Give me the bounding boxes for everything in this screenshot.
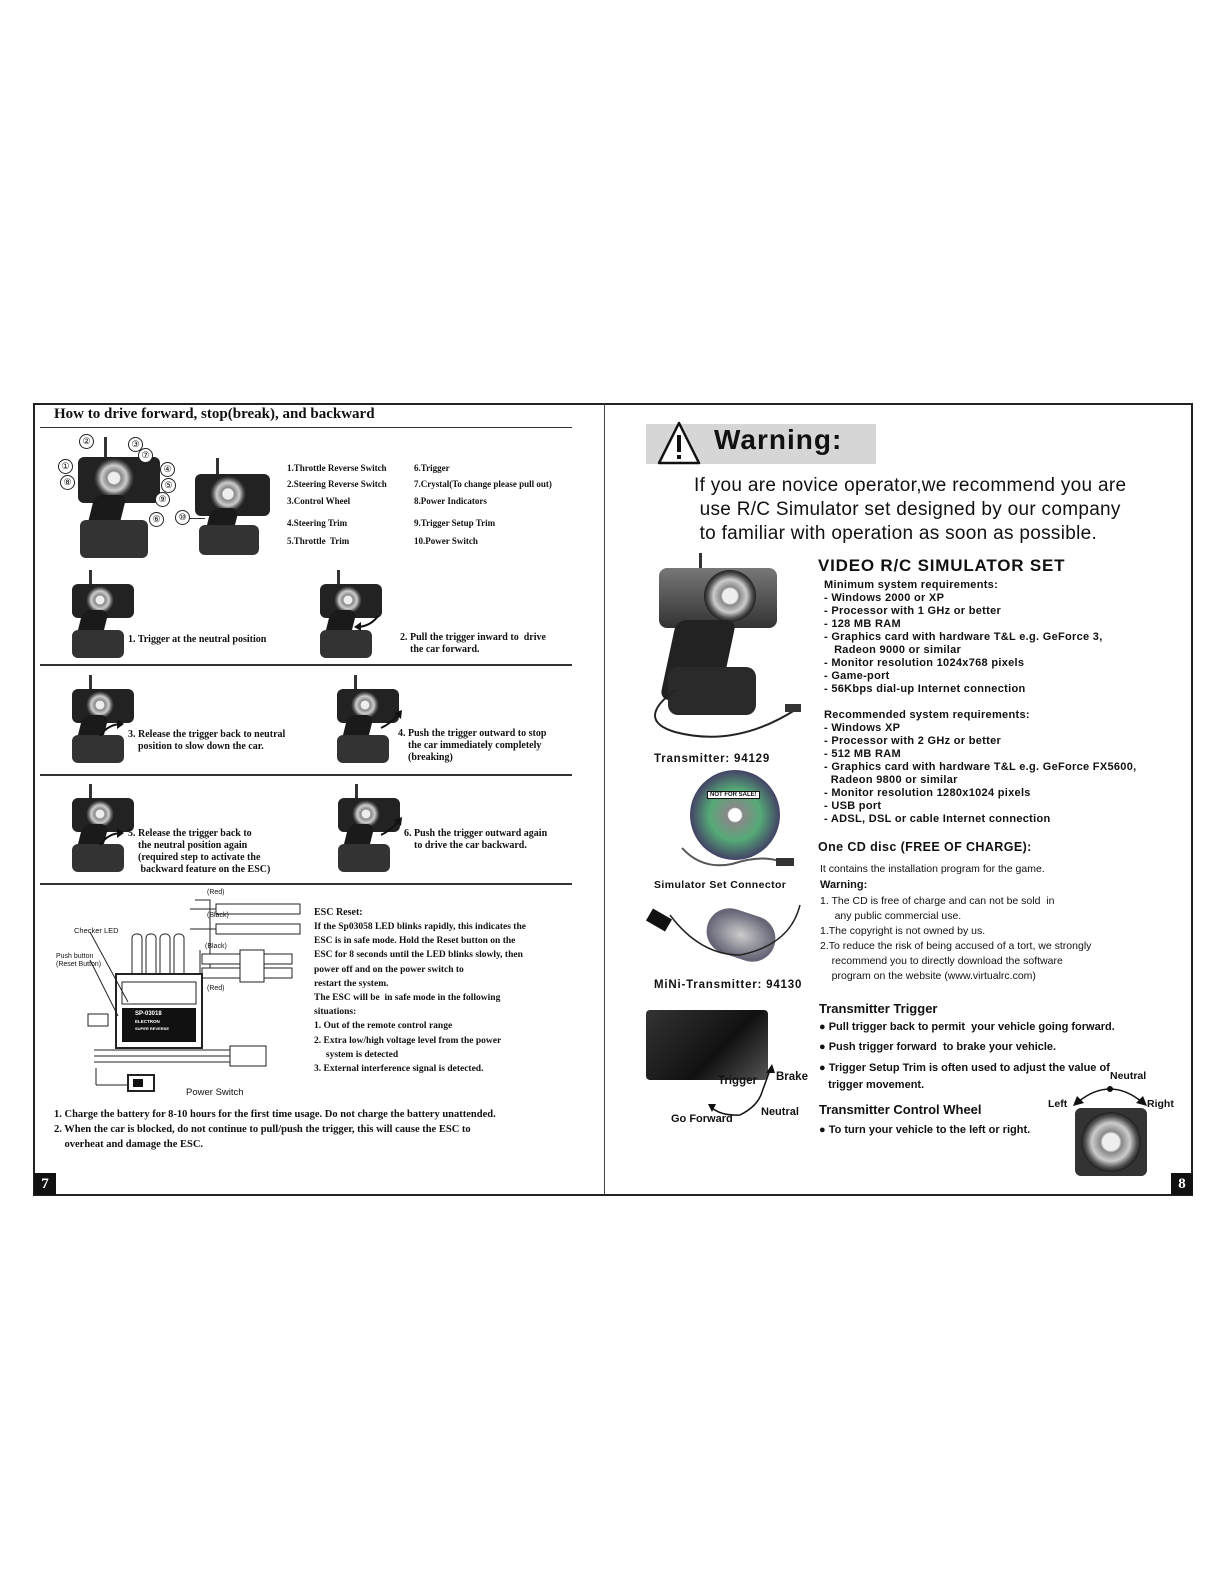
control-wheel-photo [1075, 1108, 1147, 1176]
callout-8: ⑧ [60, 475, 75, 490]
step-1-text: 1. Trigger at the neutral position [128, 634, 267, 645]
wheel-bullet-1: ● To turn your vehicle to the left or right. [819, 1124, 1031, 1136]
cd-title: One CD disc (FREE OF CHARGE): [818, 840, 1032, 854]
label-trigger: Trigger [718, 1075, 757, 1087]
cd-not-for-sale-badge: NOT FOR SALE! [707, 791, 760, 799]
divider-3 [40, 883, 572, 885]
callout-4: ④ [160, 462, 175, 477]
callout-7: ⑦ [138, 448, 153, 463]
step-6-text: 6. Push the trigger outward again to drive the car backward. [404, 828, 548, 851]
legend-item-1: 1.Throttle Reverse Switch [287, 463, 387, 473]
recommended-requirements: Recommended system requirements: - Windows XP - Processor with 2 GHz or better - 512 MB RAM - Graphics card with hardware T&L e.g. GeForce FX5600, Radeon 9800 or similar - Monitor resolution 1280x1024 pixels - USB port - ADSL, DSL or cable Internet connection [824, 709, 1137, 825]
trigger-bullet-1: ● Pull trigger back to permit your vehicle going forward. [819, 1021, 1115, 1033]
cd-warning-title: Warning: [820, 879, 868, 891]
min-requirements: Minimum system requirements: - Windows 2000 or XP - Processor with 1 GHz or better - 128 MB RAM - Graphics card with hardware T&L e.g. GeForce 3, Radeon 9000 or similar - Monitor resolution 1024x768 pixels - Game-port - 56Kbps dial-up Internet connection [824, 579, 1103, 695]
page-number-7: 7 [34, 1173, 56, 1195]
connector-caption: Simulator Set Connector [654, 879, 787, 891]
warning-triangle-icon [657, 420, 701, 466]
label-checker-led: Checker LED [74, 926, 119, 935]
legend-item-4: 4.Steering Trim [287, 518, 348, 528]
label-neutral: Neutral [761, 1106, 799, 1118]
legend-item-6: 6.Trigger [414, 463, 450, 473]
warning-text: If you are novice operator,we recommend you are use R/C Simulator set designed by our company to familiar with operation as soon as possible. [694, 475, 1127, 544]
trigger-bullet-2: ● Push trigger forward to brake your vehicle. [819, 1041, 1057, 1053]
step-5-text: 5. Release the trigger back to the neutral position again (required step to activate the backward feature on the ESC) [128, 828, 271, 875]
step-3-text: 3. Release the trigger back to neutral position to slow down the car. [128, 729, 286, 752]
esc-chip-brand: ELECTRON [135, 1019, 160, 1024]
divider-2 [40, 774, 572, 776]
wheel-label-left: Left [1048, 1098, 1068, 1110]
trigger-section-title: Transmitter Trigger [819, 1001, 938, 1016]
wheel-direction-arrows [1070, 1078, 1150, 1108]
simulator-set-title: VIDEO R/C SIMULATOR SET [818, 556, 1066, 575]
cd-description: It contains the installation program for the game. [820, 863, 1045, 875]
legend-item-2: 2.Steering Reverse Switch [287, 479, 387, 489]
step-2-text: 2. Pull the trigger inward to drive the car forward. [400, 632, 546, 655]
legend-item-7: 7.Crystal(To change please pull out) [414, 479, 552, 489]
callout-5: ⑤ [161, 478, 176, 493]
trigger-item-2: Push trigger forward to brake your vehicle. [828, 1041, 1057, 1053]
legend-item-3: 3.Control Wheel [287, 496, 351, 506]
esc-chip-model: SP-03018 [135, 1011, 162, 1017]
callout-3: ③ [128, 437, 143, 452]
legend-item-5: 5.Throttle Trim [287, 536, 350, 546]
callout-9: ⑨ [155, 492, 170, 507]
warning-title: Warning: [714, 424, 843, 455]
wheel-section-title: Transmitter Control Wheel [819, 1102, 982, 1117]
esc-chip-sub: SUPER REVERSE [135, 1026, 170, 1031]
label-power-switch: Power Switch [186, 1087, 244, 1098]
divider-1 [40, 664, 572, 666]
page-number-8: 8 [1171, 1173, 1193, 1195]
trigger-item-1: Pull trigger back to permit your vehicle going forward. [828, 1021, 1115, 1033]
wheel-item-1: To turn your vehicle to the left or right. [828, 1124, 1031, 1136]
trigger-item-3: Trigger Setup Trim is often used to adjust the value of trigger movement. [828, 1062, 1110, 1091]
esc-reset-body: If the Sp03058 LED blinks rapidly, this indicates the ESC is in safe mode. Hold the Reset button on the ESC for 8 seconds until the LED blinks slowly, then power off and on the power switch to restart the system. The ESC will be in safe mode in the following situations: 1. Out of the remote control range 2. Extra low/high voltage level from the power system is detected 3. External interference signal is detected. [314, 922, 526, 1075]
title-underline [40, 427, 572, 428]
callout-1: ① [58, 459, 73, 474]
left-notes: 1. Charge the battery for 8-10 hours for the first time usage. Do not charge the battery unattended. 2. When the car is blocked, do not continue to pull/push the trigger, this will cause the ESC to overheat and damage the ESC. [54, 1109, 496, 1150]
label-red-1: (Red) [207, 889, 225, 896]
mini-transmitter-caption: MiNi-Transmitter: 94130 [654, 979, 803, 991]
callout-10: ⑩ [175, 510, 190, 525]
wheel-label-neutral: Neutral [1110, 1070, 1147, 1082]
wheel-label-right: Right [1147, 1098, 1174, 1110]
label-black-2: (Black) [205, 943, 227, 950]
legend-item-9: 9.Trigger Setup Trim [414, 518, 496, 528]
trigger-bullet-3: ● Trigger Setup Trim is often used to adjust the value of trigger movement. [819, 1062, 1110, 1091]
transmitter-caption: Transmitter: 94129 [654, 753, 771, 765]
label-push-button: Push button (Reset Button) [56, 953, 102, 968]
step-4-text: 4. Push the trigger outward to stop the car immediately completely (breaking) [398, 728, 547, 763]
cd-warning-text: 1. The CD is free of charge and can not be sold in any public commercial use. 1.The copyright is not owned by us. 2.To reduce the risk of being accused of a tort, we strongly recommend you to directly download the software program on the website (www.virtualrc.com) [820, 895, 1092, 982]
label-brake: Brake [776, 1071, 808, 1083]
simulator-connector-image [672, 840, 802, 880]
legend-item-8: 8.Power Indicators [414, 496, 487, 506]
label-red-2: (Red) [207, 985, 225, 992]
esc-wiring-diagram [50, 890, 305, 1105]
label-go-forward: Go Forward [671, 1113, 733, 1125]
esc-reset-heading: ESC Reset: [314, 907, 363, 918]
callout-6: ⑥ [149, 512, 164, 527]
center-fold [604, 404, 605, 1194]
legend-item-10: 10.Power Switch [414, 536, 478, 546]
left-page-title: How to drive forward, stop(break), and backward [54, 406, 375, 422]
label-black-1: (Black) [207, 912, 229, 919]
callout-2: ② [79, 434, 94, 449]
